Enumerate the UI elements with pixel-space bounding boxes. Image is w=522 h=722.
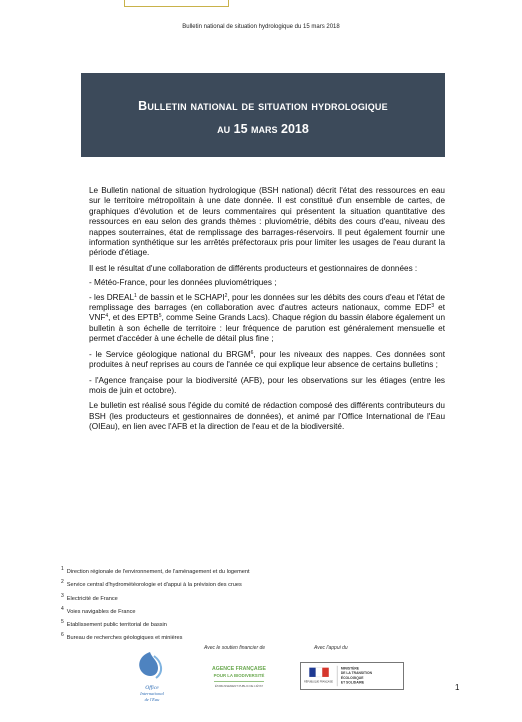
footnote-6 bbox=[61, 632, 421, 645]
list-item-meteo: - Météo-France, pour les données pluviométriques ; bbox=[89, 278, 277, 288]
footnotes bbox=[61, 566, 421, 646]
support-label: Avec le soutien financier de bbox=[204, 645, 266, 651]
footnote-ref-2: 2 bbox=[224, 292, 228, 299]
afb-logo-line-2: POUR LA BIODIVERSITÉ bbox=[213, 673, 265, 678]
list-item-dreal bbox=[89, 293, 445, 345]
footnote-number: 2 bbox=[61, 579, 64, 586]
ministry-line-4: ET SOLIDAIRE bbox=[340, 680, 365, 685]
marianne-white bbox=[316, 668, 323, 677]
page-tab-decoration bbox=[124, 0, 229, 7]
footnote-text: Bureau de recherches géologiques et minières bbox=[66, 635, 183, 642]
closing-paragraph: Le bulletin est réalisé sous l'égide du comité de rédaction composé des différents contributeurs du BSH (les producteurs et gestionnaires de données), et animé par l'Office International de l'Eau (OIEau), en lien avec l'AFB et la direction de l'eau et de la biodiversité. bbox=[89, 401, 445, 432]
intro-paragraph: Le Bulletin national de situation hydrologique (BSH national) décrit l'état des ressources en eau sur le territoire métropolitain à une date donnée. Il est constitué d'un ensemble de cartes, de graphiques d'évolution et de leurs commentaires qui présentent la situation quantitative des ressources en eau selon des grands thèmes : pluviométrie, débits des cours d'eau, niveau des nappes souterraines, état de remplissage des barrages-réservoirs. Il peut également fournir une information synthétique sur les arrêtés préfectoraux pris pour limiter les usages de l'eau durant la période d'étiage. bbox=[89, 186, 445, 258]
dreal-text-c: , pour les données sur les débits des cours d'eau et l'état de remplissage des barrages (en collaboration avec d'autres acteurs nationaux, comme EDF bbox=[89, 292, 445, 313]
dreal-text-a: - les DREAL bbox=[89, 292, 135, 302]
footnote-text: Service central d'hydrométéorologie et d'appui à la prévision des crues bbox=[66, 582, 242, 589]
list-item-afb: - l'Agence française pour la biodiversité (AFB), pour les observations sur les étiages (entre les mois de juin et octobre). bbox=[89, 375, 445, 395]
footnote-number: 5 bbox=[61, 619, 64, 626]
footnote-text: Direction régionale de l'environnement, de l'aménagement et du logement bbox=[66, 569, 250, 575]
footnote-1 bbox=[61, 566, 421, 579]
list-item-brgm bbox=[89, 350, 445, 371]
title-line-1 bbox=[81, 99, 445, 113]
footnote-number: 1 bbox=[61, 566, 64, 572]
footnote-ref-5: 5 bbox=[158, 313, 162, 320]
ministry-logo bbox=[300, 662, 404, 690]
title-text-2: au 15 mars 2018 bbox=[217, 122, 309, 136]
marianne-red bbox=[322, 668, 329, 677]
oieau-logo-line-3: de l'Eau bbox=[144, 697, 160, 702]
collaboration-paragraph: Il est le résultat d'une collaboration de différents producteurs et gestionnaires de données : bbox=[89, 263, 418, 273]
page-number: 1 bbox=[455, 683, 460, 692]
dreal-text-f: , comme Seine Grands Lacs). Chaque région du bassin élabore également un bulletin à son échelle de territoire : leur fréquence de parution est généralement mensuelle et permet d'accéder à une échelle de détail plus fine ; bbox=[89, 313, 445, 344]
dreal-text-d: et VNF bbox=[89, 303, 445, 323]
afb-logo-line-3: ÉTABLISSEMENT PUBLIC DE L'ÉTAT bbox=[214, 684, 264, 688]
brgm-text-a: - le Service géologique national du BRGM bbox=[89, 349, 251, 359]
afb-logo-rule bbox=[214, 681, 264, 682]
dreal-text-b: de bassin et le SCHAPI bbox=[136, 292, 225, 302]
footnote-text: Etablissement public territorial de bassin bbox=[66, 622, 167, 629]
ministry-line-2: DE LA TRANSITION bbox=[340, 671, 372, 676]
footnote-ref-6: 6 bbox=[250, 349, 254, 356]
body-text bbox=[89, 186, 445, 438]
footnote-ref-4: 4 bbox=[105, 313, 109, 320]
running-header: Bulletin national de situation hydrologique du 15 mars 2018 bbox=[182, 24, 340, 30]
help-label: Avec l'appui du bbox=[314, 645, 348, 651]
footnote-text: Voies navigables de France bbox=[66, 608, 136, 615]
footnote-3 bbox=[61, 593, 421, 606]
footnote-number: 3 bbox=[61, 592, 64, 599]
footnote-5 bbox=[61, 619, 421, 632]
oieau-logo-wave bbox=[139, 652, 158, 676]
ministry-line-1: MINISTÈRE bbox=[340, 666, 359, 671]
marianne-blue bbox=[309, 668, 316, 677]
ministry-line-3: ÉCOLOGIQUE bbox=[340, 675, 364, 680]
oieau-logo-line-2: International bbox=[140, 691, 164, 696]
footnote-number: 4 bbox=[61, 605, 64, 612]
brgm-text-b: , pour les niveaux des nappes. Ces données sont produites à neuf reprises au cours de l'année ce qui explique leur absence de certains bulletins ; bbox=[89, 349, 445, 370]
footnote-2 bbox=[61, 579, 421, 592]
afb-logo-line-1: AGENCE FRANÇAISE bbox=[212, 666, 266, 672]
footnote-4 bbox=[61, 606, 421, 619]
title-banner bbox=[81, 73, 445, 157]
footnote-ref-1: 1 bbox=[134, 292, 137, 299]
republique-text: RÉPUBLIQUE FRANÇAISE bbox=[304, 681, 333, 684]
footnote-number: 6 bbox=[61, 632, 64, 639]
footnote-text: Electricité de France bbox=[66, 595, 118, 602]
title-text-1: Bulletin national de situation hydrologique bbox=[138, 99, 388, 113]
oieau-logo bbox=[128, 648, 176, 706]
afb-logo bbox=[208, 662, 270, 694]
dreal-text-e: , et des EPTB bbox=[108, 313, 159, 323]
title-line-2 bbox=[81, 122, 445, 136]
oieau-logo-line-1: Office bbox=[145, 685, 159, 691]
footnote-ref-3: 3 bbox=[431, 303, 435, 310]
